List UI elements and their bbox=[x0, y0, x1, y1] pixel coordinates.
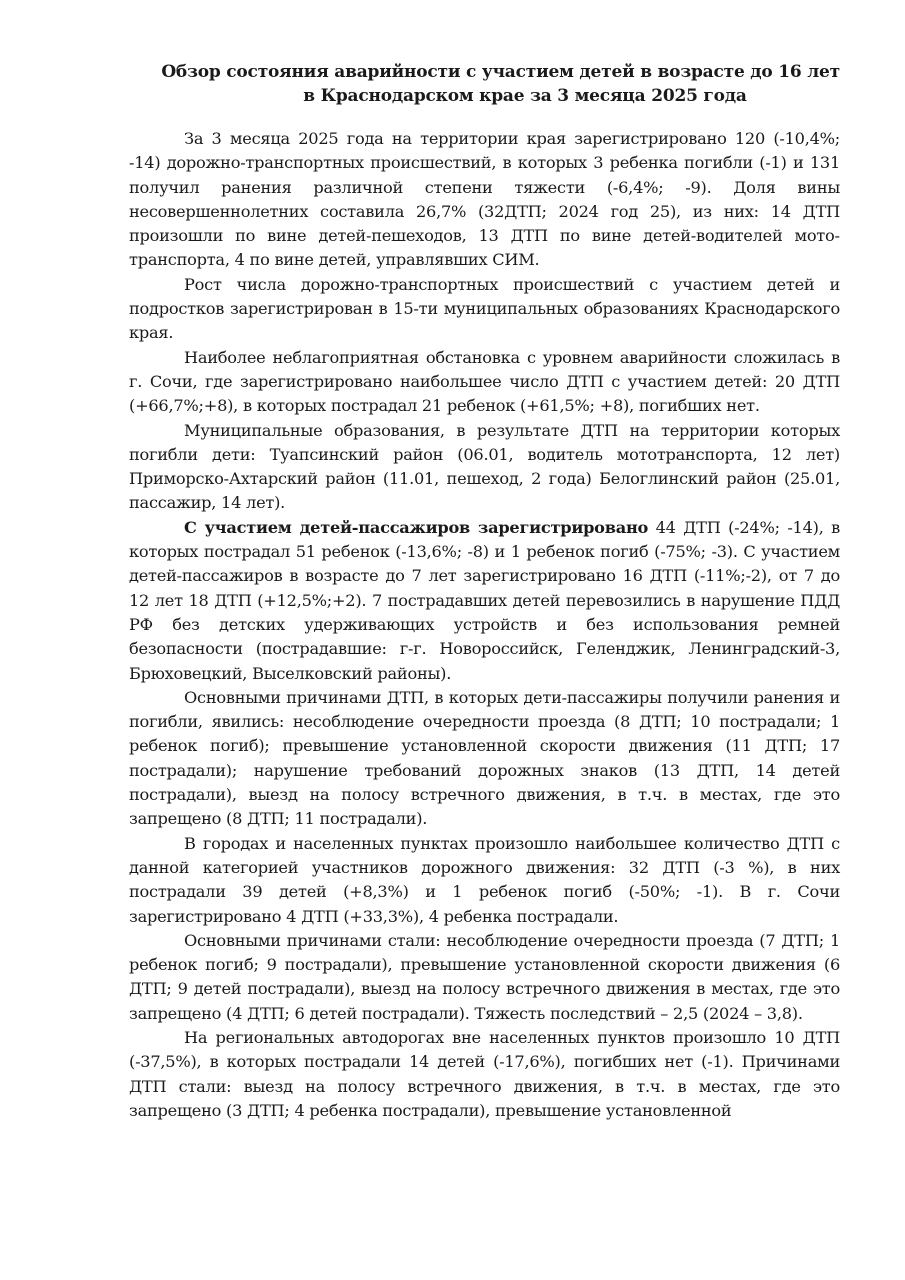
paragraph-text: 44 ДТП (-24%; -14), в которых пострадал 51 ребенок (-13,6%; -8) и 1 ребенок погиб (-75%; -3). С участием детей-пассажиров в возрасте до 7 лет зарегистрировано 16 ДТП (-11%;-2), от 7 до 12 лет 18 ДТП (+12,5%;+2). 7 пострадавших детей перевозились в нарушение ПДД РФ без детских удерживающих устройств и без использования ремней безопасности (пострадавшие: г-г. Новороссийск, Геленджик, Ленинградский-3, Брюховецкий, Выселковский районы). bbox=[129, 517, 840, 683]
paragraph-text: Рост числа дорожно-транспортных происшествий с участием детей и подростков зарегистрирован в 15-ти муниципальных образованиях Краснодарского края. bbox=[129, 274, 840, 343]
paragraph-text: За 3 месяца 2025 года на территории края зарегистрировано 120 (-10,4%; -14) дорожно-транспортных происшествий, в которых 3 ребенка погибли (-1) и 131 получил ранения различной степени тяжести (-6,4%; -9). Доля вины несовершеннолетних составила 26,7% (32ДТП; 2024 год 25), из них: 14 ДТП произошли по вине детей-пешеходов, 13 ДТП по вине детей-водителей мототранспорта, 4 по вине детей, управлявших СИМ. bbox=[129, 129, 840, 270]
paragraph-1 bbox=[129, 127, 840, 273]
paragraph-text: На региональных автодорогах вне населенных пунктов произошло 10 ДТП (-37,5%), в которых пострадали 14 детей (-17,6%), погибших нет (-1). Причинами ДТП стали: выезд на полосу встречного движения, в т.ч. в местах, где это запрещено (3 ДТП; 4 ребенка пострадали), превышение установленной bbox=[129, 1027, 840, 1120]
paragraph-4 bbox=[129, 419, 840, 516]
paragraph-5 bbox=[129, 516, 840, 686]
paragraph-bold-lead: С участием детей-пассажиров зарегистрировано bbox=[184, 517, 649, 537]
paragraph-2 bbox=[129, 273, 840, 346]
paragraph-3 bbox=[129, 346, 840, 419]
paragraph-text: Наиболее неблагоприятная обстановка с уровнем аварийности сложилась в г. Сочи, где зарегистрировано наибольшее число ДТП с участием детей: 20 ДТП (+66,7%;+8), в которых пострадал 21 ребенок (+61,5%; +8), погибших нет. bbox=[129, 347, 840, 416]
paragraph-8 bbox=[129, 929, 840, 1026]
document-title bbox=[100, 60, 840, 108]
title-line-1: Обзор состояния аварийности с участием детей в возрасте до 16 лет bbox=[161, 62, 840, 82]
paragraph-text: Основными причинами ДТП, в которых дети-пассажиры получили ранения и погибли, явились: несоблюдение очередности проезда (8 ДТП; 10 пострадали; 1 ребенок погиб); превышение установленной скорости движения (11 ДТП; 17 пострадали); нарушение требований дорожных знаков (13 ДТП, 14 детей пострадали), выезд на полосу встречного движения, в т.ч. в местах, где это запрещено (8 ДТП; 11 пострадали). bbox=[129, 687, 840, 829]
document-body bbox=[129, 127, 840, 1123]
paragraph-text: Муниципальные образования, в результате ДТП на территории которых погибли дети: Туапсинский район (06.01, водитель мототранспорта, 12 лет) Приморско-Ахтарский район (11.01, пешеход, 2 года) Белоглинский район (25.01, пассажир, 14 лет). bbox=[129, 420, 840, 513]
paragraph-text: В городах и населенных пунктах произошло наибольшее количество ДТП с данной категорией участников дорожного движения: 32 ДТП (-3 %), в них пострадали 39 детей (+8,3%) и 1 ребенок погиб (-50%; -1). В г. Сочи зарегистрировано 4 ДТП (+33,3%), 4 ребенка пострадали. bbox=[129, 833, 840, 926]
paragraph-7 bbox=[129, 832, 840, 929]
paragraph-9 bbox=[129, 1026, 840, 1123]
paragraph-6 bbox=[129, 686, 840, 832]
title-line-2: в Краснодарском крае за 3 месяца 2025 года bbox=[303, 86, 747, 106]
paragraph-text: Основными причинами стали: несоблюдение очередности проезда (7 ДТП; 1 ребенок погиб; 9 пострадали), превышение установленной скорости движения (6 ДТП; 9 детей пострадали), выезд на полосу встречного движения в местах, где это запрещено (4 ДТП; 6 детей пострадали). Тяжесть последствий – 2,5 (2024 – 3,8). bbox=[129, 930, 840, 1023]
